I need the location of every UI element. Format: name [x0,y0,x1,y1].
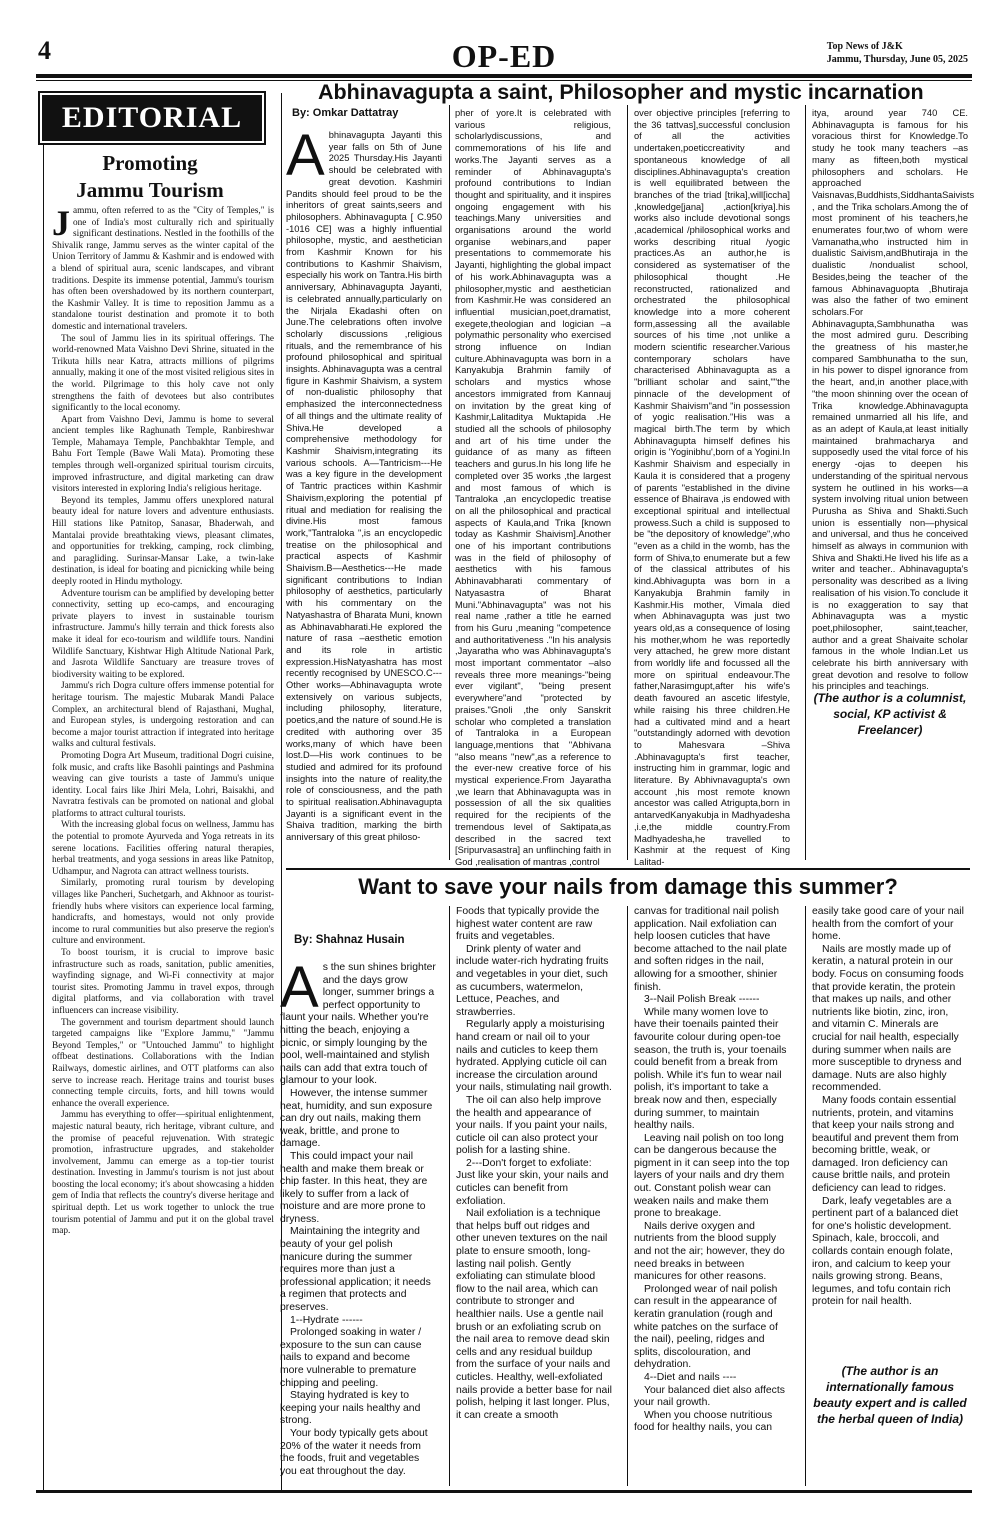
editorial-paragraph: To boost tourism, it is crucial to improve basic infrastructure such as roads, sanitation, public amenities, wayfinding signage, and Wi-Fi connectivity at major tourist sites. Promoting Jammu in travel expos, through digital platforms, and via collaboration with travel influencers can increase visibility. [52,948,274,1016]
article2-paragraph: Your body typically gets about 20% of the water it needs from the foods, fruit and vegetables you eat throughout the day. [280,1427,428,1477]
article2-dropcap: A [280,955,319,1020]
article-separator [286,868,970,870]
editorial-paragraph: Beyond its temples, Jammu offers unexplored natural beauty ideal for nature lovers and adventure enthusiasts. Hill stations like Patnitop, Sanasar, Bhaderwah, and Mantalai provide breathtaking views, pleasant climates, and opportunities for trekking, camping, rock climbing, and paragliding. Surinsar-Mansar Lake, a twin-lake destination, is ideal for boating and picnicking while being deeply rooted in Hindu mythology. [52,495,274,587]
editorial-title-line1: Promoting [102,151,198,175]
editorial-paragraph: Jammu has everything to offer—spiritual enlightenment, majestic natural beauty, rich heritage, vibrant culture, and the promise of peaceful rejuvenation. With strategic promotion, infrastructure upgrades, and stakeholder involvement, Jammu can emerge as a top-tier tourist destination. Investing in Jammu's tourism is not just about boosting the local economy; it's about showcasing a hidden gem of India that reflects the country's diverse heritage and spiritual depth. Let us work together to unlock the true tourism potential of Jammu and put it on the global travel map. [52,1110,274,1237]
column-divider [449,906,450,1486]
editorial-paragraph: Adventure tourism can be amplified by developing better connectivity, setting up eco-camps, and encouraging private players to invest in sustainable tourism infrastructure. Jammu's hilly terrain and thick forests also make it ideal for eco-tourism and wildlife tours. Nandini Wildlife Sanctuary, Kishtwar High Altitude National Park, and Jasrota Wildlife Sanctuary are treasure troves of biodiversity waiting to be explored. [52,588,274,680]
editorial-banner: EDITORIAL [40,93,264,143]
article2-byline: By: Shahnaz Husain [294,934,405,946]
article2-column-2 [456,906,612,1422]
article2-paragraph: While many women love to have their toenails painted their favourite colour during open-toe season, the truth is, your toenails could benefit from a break from polish. While it's fun to wear nail polish, it's important to take a break now and then, especially during summer, to maintain healthy nails. [634,1006,787,1132]
column-divider [627,906,628,1486]
article2-paragraph: Prolonged soaking in water / exposure to the sun can cause nails to expand and become more vulnerable to premature chipping and peeling. [280,1327,422,1389]
article2-author-note: (The author is an internationally famous beauty expert and is called the herbal queen of India) [813,1364,967,1426]
editorial-paragraph: Jammu, often referred to as the "City of Temples," is one of India's most culturally rich and spiritually significant destinations. Nestled in the foothills of the Shivalik range, Jammu serves as the winter capital of the Union Territory of Jammu & Kashmir and is endowed with a blend of spiritual aura, scenic landscapes, and vibrant traditions. Despite its immense potential, Jammu's tourism has often been overshadowed by its northern counterpart, the Kashmir Valley. It is time to reposition Jammu as a standalone tourist destination and promote it to both domestic and international travelers. [52,203,274,332]
bottom-rule [36,1490,972,1493]
article2-paragraph: Staying hydrated is key to keeping your nails healthy and strong. [280,1390,421,1427]
article2-paragraph: Nails derive oxygen and nutrients from the blood supply and not the air; however, they do need breaks in between manicures for other reasons. [634,1220,785,1283]
article2-paragraph: Prolonged wear of nail polish can result in the appearance of keratin granulation (rough and white patches on the surface of the nail), peeling, ridges and splits, discolouration, and dehydration. [634,1283,778,1371]
editorial-body [52,203,274,1238]
editorial-paragraph: Jammu's rich Dogra culture offers immense potential for heritage tourism. The majestic Mubarak Mandi Palace Complex, an architectural blend of Rajasthani, Mughal, and European styles, is undergoing restoration and can become a major tourist attraction if integrated into heritage walks and cultural festivals. [52,681,274,750]
article2-paragraph: Foods that typically provide the highest water content are raw fruits and vegetables. [456,906,600,943]
article2-paragraph: Regularly apply a moisturising hand cream or nail oil to your nails and cuticles to keep them hydrated. Applying cuticle oil can increase the circulation around your nails, stimulating nail growth. [456,1019,612,1094]
editorial-title-line2: Jammu Tourism [76,178,224,202]
editorial-paragraph: Similarly, promoting rural tourism by developing villages like Pancheri, Suchetgarh, and Akhnoor as tourist-friendly hubs where visitors can experience local farming, handicrafts, and homestays, would not only provide income to rural communities but also preserve the region's culture and environment. [52,878,274,947]
article2-column-3 [634,906,790,1435]
article2-column-4 [812,906,968,1309]
article2-subhead: 1--Hydrate ------ [290,1314,363,1326]
article2-subhead: 4--Diet and nails ---- [644,1371,737,1383]
article2-column-1 [280,955,436,1478]
article2-paragraph: However, the intense summer heat, humidity, and sun exposure can dry out nails, making them weak, brittle, and prone to damage. [280,1087,433,1150]
article1-column-2: pher of yore.It is celebrated with various religious, scholarlydiscussions, and commemorations of his life and works.The Jayanti serves as a reminder of Abhinavagupta's profound contributions to Indian thought and spirituality, and it inspires ongoing engagement with his teachings.Many universities and organisations around the world organise webinars,and paper presentations to commemorate his Jayanti, highlighting the global impact of his work.Abhinavagupta was a philosopher,mystic and aesthetician from Kashmir.He was considered an influential musician,poet,dramatist, exegete,theologian and logician –a polymathic personality who exercised strong influence on Indian culture.Abhinavagupta was born in a Kanyakubja Brahmin family of scholars and mystics whose ancestors immigrated from Kannauj on invitation by the great king of Kashmir,Lalitaditya Muktapida .He studied all the schools of philosophy and art of his time under the guidance of as many as fifteen teachers and gurus.In his long life he completed over 35 works ,the largest and most famous of which is Tantraloka ,an encyclopedic treatise on all the philosophical and practical aspects of Kaula,and Trika [known today as Kashmir Shaivism].Another one of his important contributions was in the field of philosophy of aesthetics with his famous Abhinavabharati commentary of Natyasastra of Bharat Muni."Abhinavagupta" was not his real name ,rather a title he earned from his Guru ,meaning "competence and authoritativeness ."In his analysis ,Jayaratha who was Abhinavagupta's most important commentator –also reveals three more meanings-"being ever vigilant", "being present everywhere"and "protected by praises."Gnoli ,the only Sanskrit scholar who completed a translation of Tantraloka in a European language,mentions that "Abhivana "also means "new",as a reference to the ever-new creative force of his mystical experience.From Jayaratha ,we learn that Abhinavagupta was in possession of all the six qualities required for the recipients of the tremendous level of Saktipata,as described in the sacred text [Sripurvasastra] an unflinching faith in God ,realisation of mantras ,control [455,108,611,867]
article2-paragraph: Nails are mostly made up of keratin, a natural protein in our body. Focus on consuming foods that provide keratin, the protein that makes up nails, and other nutrients like biotin, zinc, iron, and vitamin C. Minerals are crucial for nail health, especially during summer when nails are more susceptible to dryness and damage. Nuts are also highly recommended. [812,943,964,1094]
editorial-dropcap: J [52,203,70,243]
article1-dropcap: A [286,123,325,188]
paper-name: Top News of J&K [826,41,903,52]
article1-column-4: itya, around year 740 CE. Abhinavagupta is famous for his voracious thirst for Knowledge.To study he took many teachers –as many as fifteen,both mystical philosophers and scholars. He approached Vaisnavas,Buddhists,SiddhantaSaivists , and the Trika scholars.Among the of most prominent of his teachers,he enumerates four,two of whom were Vamanatha,who instructed him in dualistic Saivism,andBhutiraja in the dualistic /nondualist school, Besides,being the teacher of the famous Abhinavaguopta ,Bhutiraja was also the father of two eminent scholars.For Abhinavagupta,Sambhunatha was the most admired guru. Describing the greatness of his master,he compared Sambhunatha to the sun, in his power to dispel ignorance from the heart, and,in another place,with "the moon shinning over the ocean of Trika knowledge.Abhinavagupta remained unmarried all his life, and as an adept of Kaula,at least initially maintained brahmacharya and supposedly used the vital force of his energy -ojas to deepen his understanding of the spiritual nervous system he outlined in his works—a system involving ritual union between Purusha as Shiva and Shakti.Such union is essentially non—physical and universal, and thus he conceived himself as always in communion with Shiva and Shakti.He lived his life as a writer and teacher.. Abhinavagupta's personality was described as a living realisation of his vision.To conclude it is no exaggeration to say that Abhinavagupta was a mystic poet,philosopher, saint,teacher, author and a great Shaivaite scholar famous in the whole Indian.Let us celebrate his birth anniversary with great devotion and resolve to follow his principles and teachings. [812,108,975,692]
article2-headline: Want to save your nails from damage this summer? [358,874,898,899]
editorial-paragraph: Promoting Dogra Art Museum, traditional Dogri cuisine, folk music, and crafts like Basohli paintings and Pashmina weaving can give tourists a taste of Jammu's unique identity. Local fairs like Jhiri Mela, Lohri, Baisakhi, and Navratra festivals can be promoted on national and global platforms to attract cultural tourists. [52,750,274,819]
article2-paragraph: 2---Don't forget to exfoliate: Just like your skin, your nails and cuticles can benefit from exfoliation. [456,1157,609,1207]
top-rule [36,74,972,78]
article1-column-3: over objective principles [referring to the 36 tattvas],successful conclusion of all the activities undertaken,poeticcreativity and spontaneous knowledge of all disciplines.Abhinavagupta's creation is well equilibrated between the branches of the triad [trika],will[iccha] ,knowledge[jana] ,action[kriya].his works also include devotional songs ,academical /philosophical works and works describing ritual /yogic practices.As an author,he is considered as systematiser of the philosophical thought .He reconstructed, rationalized and orchestrated the philosophical knowledge into a more coherent form,assessing all the available sources of his time ,not unlike a modern scientific researcher.Various contemporary scholars have characterised Abhinavagupta as a "brilliant scholar and saint,""the pinnacle of the development of Kashmir Shaivism"and "in possession of yogic realisation."His was a magical birth.The term by which Abhinavagupta himself defines his origin is 'Yoginibhu',born of a Yogini.In Kashmir Shaivism and especially in Kaula it is considered that a progeny of parents "established in the divine essence of Bhairava ,is endowed with exceptional spiritual and intellectual prowess.Such a child is supposed to be "the depository of knowledge",who "even as a child in the womb, has the form of Shiva,to enumerate but a few of the classical attributes of his kind.Abhivagupta was born in a Kanyakubja Brahmin family in Kashmir.His mother, Vimala died when Abhinavagupta was just two years old,as a consequence of losing his mother,whom he was reportedly very attached, he grew more distant from worldly life and focussed all the more on spiritual endeavour.The father,Narasimgupt,after his wife's death favoured an ascetic lifestyle, while raising his three children.He had a cultivated mind and a heart "outstandingly adorned with devotion to Mahesvara –Shiva .Abhinavagupta's first teacher, instructing him in grammar, logic and literature. By Abhivnavagupta's own account ,his most remote known ancestor was called Atrigupta,born in antarvedKanyakubja in Madhyadesha ,i.e,the middle country.From Madhyadesha,he travelled to Kashmir at the request of King Lalitad- [634,108,790,867]
section-title: OP-ED [451,38,557,74]
article1-byline: By: Omkar Dattatray [292,107,399,119]
column-divider [627,105,628,860]
article2-paragraph: Nail exfoliation is a technique that helps buff out ridges and other uneven textures on the nail plate to ensure smooth, long-lasting nail polish. Gently exfoliating can stimulate blood flow to the nail area, which can contribute to stronger and healthier nails. Use a gentle nail brush or an exfoliating scrub on the nail area to remove dead skin cells and any residual buildup from the surface of your nails and cuticles. Healthy, well-exfoliated nails provide a better base for nail polish, helping it last longer. Plus, it can create a smooth [456,1208,612,1421]
article2-paragraph: Dark, leafy vegetables are a pertinent part of a balanced diet for one's holistic development. Spinach, kale, broccoli, and collards contain enough folate, iron, and calcium to keep your nails growing strong. Beans, legumes, and tofu contain rich protein for nail health. [812,1195,959,1308]
article2-paragraph: Your balanced diet also affects your nail growth. [634,1384,785,1409]
column-divider [805,906,806,1486]
article2-paragraph: Many foods contain essential nutrients, protein, and vitamins that keep your nails strong and beautiful and prevent them from becoming brittle, weak, or damaged. Iron deficiency can cause brittle nails, and protein deficiency can lead to ridges. [812,1094,959,1195]
article2-paragraph: As the sun shines brighter and the days grow longer, summer brings a perfect opportunity to flaunt your nails. Whether you're hitting the beach, enjoying a picnic, or simply lounging by the pool, well-maintained and stylish nails can add that extra touch of glamour to your look. [280,955,436,1087]
article2-paragraph: Maintaining the integrity and beauty of your gel polish manicure during the summer requires more than just a professional application; it needs a regimen that protects and preserves. [280,1226,431,1314]
editorial-paragraph: With the increasing global focus on wellness, Jammu has the potential to promote Ayurveda and Yoga retreats in its serene locations. Facilities offering natural therapies, herbal treatments, and yoga sessions in areas like Patnitop, Udhampur, and Nagrota can attract wellness tourists. [52,820,274,877]
article2-paragraph: Drink plenty of water and include water-rich hydrating fruits and vegetables in your diet, such as cucumbers, watermelon, Lettuce, Peaches, and strawberries. [456,943,609,1018]
article2-paragraph: easily take good care of your nail health from the comfort of your home. [812,906,964,943]
column-divider [805,105,806,860]
article1-author-note: (The author is a columnist, social, KP activist & Freelancer) [813,691,967,737]
article2-subhead: 3--Nail Polish Break ------ [644,994,760,1006]
article2-paragraph: When you choose nutritious food for healthy nails, you can [634,1409,773,1434]
editorial-paragraph: Apart from Vaishno Devi, Jammu is home to several ancient temples like Raghunath Temple, Ranbireshwar Temple, Mahamaya Temple, Panchbakhtar Temple, and Bahu Fort Temple (Bawe Wali Mata). Promoting these temples through well-organized spiritual tourism circuits, improved infrastructure, and digital marketing can draw visitors interested in exploring India's religious heritage. [52,414,274,495]
column-divider [449,105,450,860]
article2-paragraph: The oil can also help improve the health and appearance of your nails. If you paint your nails, cuticle oil can also protect your polish for a lasting shine. [456,1094,608,1157]
page-number: 4 [38,36,51,65]
editorial-paragraph: The government and tourism department should launch targeted campaigns like "Explore Jammu," "Jammu Beyond Temples," or "Untouched Jammu" to highlight offbeat destinations. Collaborations with the Indian Railways, domestic airlines, and OTT platforms can also serve to increase reach. Heritage trains and tourist buses connecting temple circuits, forts, and hill towns would enhance the overall experience. [52,1017,274,1109]
article1-headline: Abhinavagupta a saint, Philosopher and mystic incarnation [318,80,924,104]
dateline: Jammu, Thursday, June 05, 2025 [826,54,968,65]
article2-paragraph: This could impact your nail health and make them break or chip faster. In this heat, they are likely to suffer from a lack of moisture and are more prone to dryness. [280,1150,428,1225]
editorial-title [40,150,260,204]
editorial-border-left [43,145,44,1490]
article2-paragraph: Leaving nail polish on too long can be dangerous because the pigment in it can seep into the top layers of your nails and dry them out. Constant polish wear can weaken nails and make them prone to breakage. [634,1132,790,1220]
article2-paragraph: canvas for traditional nail polish application. Nail exfoliation can help loosen cuticles that have become attached to the nail plate and soften ridges in the nail, allowing for a smoother, shinier finish. [634,906,788,993]
article1-column-1: Abhinavagupta Jayanti this year falls on 5th of June 2025 Thursday.His Jayanti should be celebrated with great devotion. Kashmiri Pandits should feel proud to be the inheritors of great saints,seers and philosophers. Abhinavagupta [ C.950 -1016 CE] was a highly influential philosophe, mystic, and aesthetician from Kashmir Known for his contributions to Kashmir Shaivism, especially his work on Tantra.His birth anniversary, Abhinavagupta Jayanti, is celebrated annually,particularly on the Nirjala Ekadashi often on June.The celebrations often involve scholarly discussions ,religious rituals, and the remembrance of his profound philosophical and spiritual insights. Abhinavagupta was a central figure in Kashmir Shaivism, a system of non-dualistic philosophy that emphasized the interconnectedness of all things and the ultimate reality of Shiva.He developed a comprehensive methodology for Kashmir Shaivism,integrating its various schools. A—Tantricism---He was a key figure in the development of Tantric practices within Kashmir Shaivism,exploring the potential pf ritual and mediation for realising the divine.His most famous work,"Tantraloka ",is an encyclopedic treatise on the philosophical and practical aspects of Kashmir Shaivism.B—Aesthetics---He made significant contributions to Indian philosophy of aesthetics, particularly with his commentary on the Natyashastra of Bharata Muni, known as Abhinavabharati.He explored the nature of rasa –aesthetic emotion and its role in artistic expression.HisNatyashatra has most recently recognised by UNESCO.C---Other works—Abhinavagupta wrote extensively on various subjects, including philosophy, literature, poetics,and the nature of sound.He is credited with authoring over 35 works,many of which have been lost.D—His work continues to be studied and admired for its profound insights into the nature of reality,the role of consciousness, and the path to spiritual realisation.Abhinavagupta Jayanti is a significant event in the Shaiva tradition, marking the birth anniversary of this great philoso- [286,123,442,843]
editorial-paragraph: The soul of Jammu lies in its spiritual offerings. The world-renowned Mata Vaishno Devi Shrine, situated in the Trikuta hills near Katra, attracts millions of pilgrims annually, making it one of the most visited religious sites in the world. Pilgrimage to this holy cave not only strengthens the faith of devotees but also contributes significantly to the local economy. [52,333,274,414]
masthead-info [827,40,968,66]
